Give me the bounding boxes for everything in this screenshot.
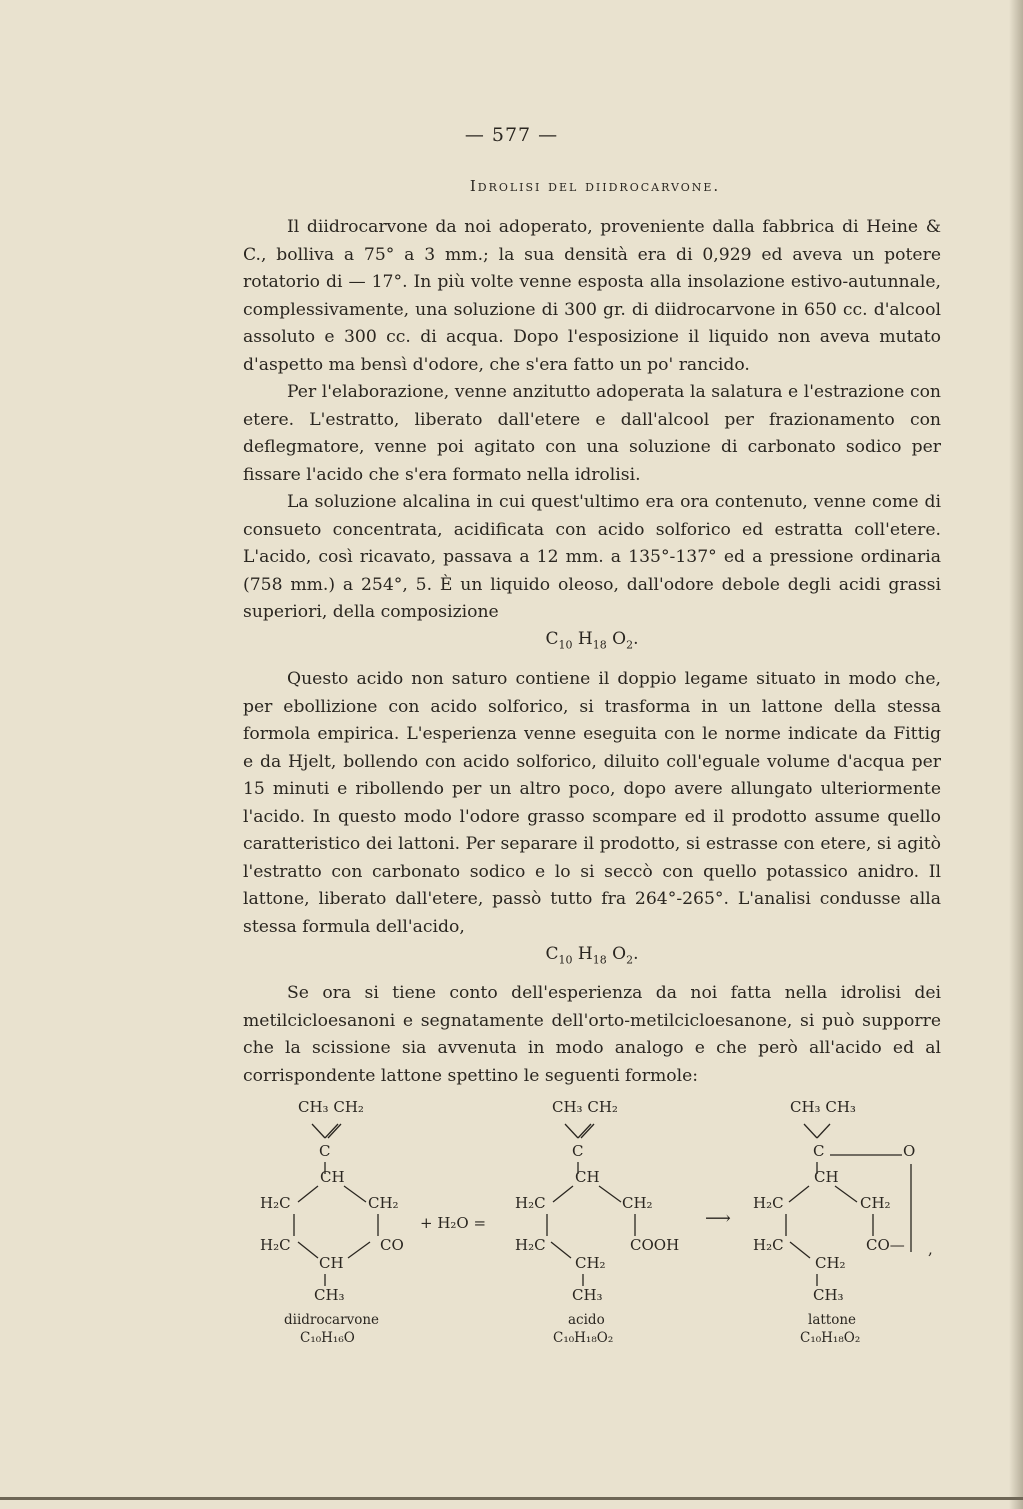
s3-carbon: C <box>813 1142 825 1160</box>
reaction-scheme <box>0 1090 1023 1360</box>
s2-bottom: CH₂ <box>575 1254 606 1272</box>
s2-formula: C₁₀H₁₈O₂ <box>553 1330 614 1346</box>
s2-right-lower: COOH <box>630 1236 680 1254</box>
page-number: — 577 — <box>464 124 559 146</box>
s2-methyl: CH₃ <box>572 1286 603 1304</box>
reaction-arrow: ⟶ <box>705 1208 731 1229</box>
s3-ch: CH <box>814 1168 839 1186</box>
s1-left-upper: H₂C <box>260 1194 291 1212</box>
s2-right-upper: CH₂ <box>622 1194 653 1212</box>
s3-name: lattone <box>808 1312 857 1328</box>
s3-right-lower: CO— <box>866 1236 905 1254</box>
s3-oxygen: O <box>903 1142 916 1160</box>
s3-left-lower: H₂C <box>753 1236 784 1254</box>
s1-carbon: C <box>319 1142 331 1160</box>
s1-right-lower: CO <box>380 1236 404 1254</box>
s1-bottom: CH <box>319 1254 344 1272</box>
s1-name: diidrocarvone <box>284 1312 380 1328</box>
s3-left-upper: H₂C <box>753 1194 784 1212</box>
formula-lactone: $C_{10}$ $H_{18}$ $O_2$. <box>545 944 639 967</box>
s2-left-upper: H₂C <box>515 1194 546 1212</box>
s1-right-upper: CH₂ <box>368 1194 399 1212</box>
paragraph: Per l'elaborazione, venne anzitutto adoperata la salatura e l'estrazione con etere. L'estratto, liberato dall'etere e dall'alcool per frazionamento con deflegmatore, venne poi agitato con una soluzione di carbonato sodico per fissare l'acido che s'era formato nella idrolisi. <box>243 382 941 485</box>
s3-formula: C₁₀H₁₈O₂ <box>800 1330 861 1346</box>
s2-carbon: C <box>572 1142 584 1160</box>
body-text-block-2 <box>243 666 941 941</box>
s1-ch: CH <box>320 1168 345 1186</box>
body-text-block-1 <box>243 214 941 627</box>
s3-top-groups: CH₃ CH₃ <box>790 1098 856 1116</box>
plus-water: + H₂O = <box>420 1214 487 1232</box>
s1-left-lower: H₂C <box>260 1236 291 1254</box>
body-text-block-3 <box>243 980 941 1090</box>
paragraph: Questo acido non saturo contiene il doppio legame situato in modo che, per ebollizione con acido solforico, si trasforma in un lattone della stessa formola empirica. L'esperienza venne eseguita con le norme indicate da Fittig e da Hjelt, bollendo con acido solforico, diluito coll'eguale volume d'acqua per 15 minuti e ribollendo per un altro poco, dopo avere allungato ulteriormente l'acido. In questo modo l'odore grasso scompare ed il prodotto assume quello caratteristico dei lattoni. Per separare il prodotto, si estrasse con etere, si agitò l'estratto con carbonato sodico e lo si seccò con quello potassico anidro. Il lattone, liberato dall'etere, passò tutto fra 264°-265°. L'analisi condusse alla stessa formula dell'acido, <box>243 669 941 937</box>
paragraph: Se ora si tiene conto dell'esperienza da noi fatta nella idrolisi dei metilcicloesanoni e segnatamente dell'orto-metilcicloesanone, si può supporre che la scissione sia avvenuta in modo analogo e che però all'acido ed al corrispondente lattone spettino le seguenti formole: <box>243 983 941 1086</box>
bond-lines <box>0 1090 1023 1360</box>
s2-name: acido <box>568 1312 605 1328</box>
s1-top-groups: CH₃ CH₂ <box>298 1098 364 1116</box>
paragraph: Il diidrocarvone da noi adoperato, proveniente dalla fabbrica di Heine & C., bolliva a 75° a 3 mm.; la sua densità era di 0,929 ed aveva un potere rotatorio di — 17°. In più volte venne esposta alla insolazione estivo-autunnale, complessivamente, una soluzione di 300 gr. di diidrocarvone in 650 cc. d'alcool assoluto e 300 cc. di acqua. Dopo l'esposizione il liquido non aveva mutato d'aspetto ma bensì d'odore, che s'era fatto un po' rancido. <box>243 217 941 375</box>
bottom-edge-line <box>0 1497 1023 1500</box>
s2-top-groups: CH₃ CH₂ <box>552 1098 618 1116</box>
s1-formula: C₁₀H₁₆O <box>300 1330 355 1346</box>
section-title: Idrolisi del diidrocarvone. <box>469 177 721 195</box>
s3-right-upper: CH₂ <box>860 1194 891 1212</box>
s1-methyl: CH₃ <box>314 1286 345 1304</box>
s2-ch: CH <box>575 1168 600 1186</box>
formula-acid: $C_{10}$ $H_{18}$ $O_2$. <box>545 629 639 652</box>
s2-left-lower: H₂C <box>515 1236 546 1254</box>
s3-bottom: CH₂ <box>815 1254 846 1272</box>
paragraph: La soluzione alcalina in cui quest'ultimo era ora contenuto, venne come di consueto concentrata, acidificata con acido solforico ed estratta coll'etere. L'acido, così ricavato, passava a 12 mm. a 135°-137° ed a pressione ordinaria (758 mm.) a 254°, 5. È un liquido oleoso, dall'odore debole degli acidi grassi superiori, della composizione <box>243 492 941 622</box>
trailing-comma: , <box>928 1240 933 1258</box>
s3-methyl: CH₃ <box>813 1286 844 1304</box>
